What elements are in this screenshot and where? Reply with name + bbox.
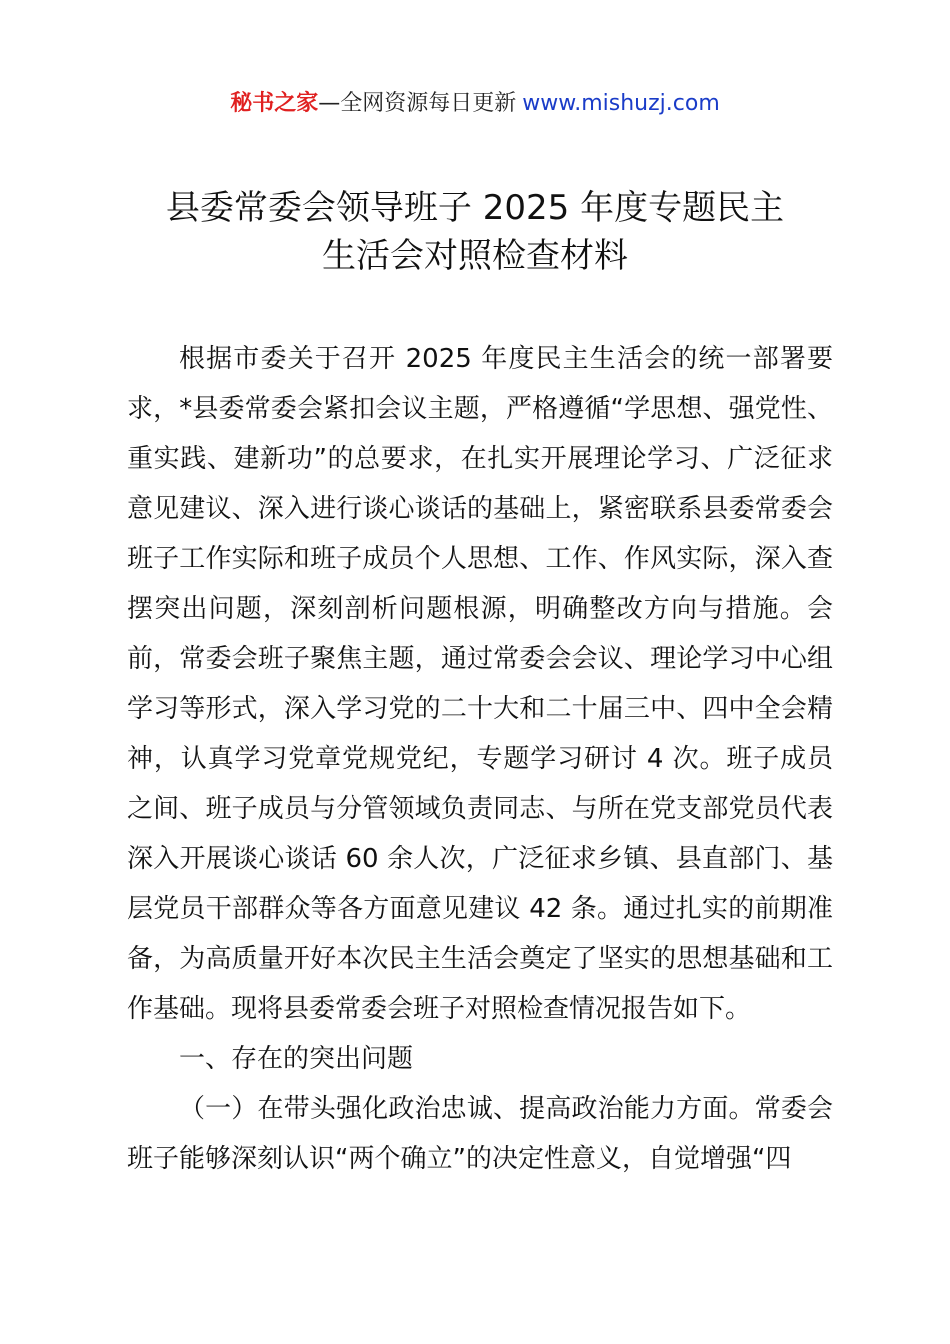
site-slogan: 全网资源每日更新: [340, 91, 517, 116]
site-header: [0, 88, 950, 120]
site-brand: 秘书之家: [230, 91, 319, 116]
document-body: [127, 334, 833, 1184]
header-separator: —: [318, 91, 341, 116]
document-title-line-1: 县委常委会领导班子 2025 年度专题民主: [165, 188, 785, 228]
site-url-link[interactable]: www.mishuzj.com: [522, 91, 720, 116]
document-title: [100, 184, 850, 280]
document-title-line-2: 生活会对照检查材料: [322, 236, 628, 276]
body-paragraph-subsection-1: （一）在带头强化政治忠诚、提高政治能力方面。常委会班子能够深刻认识“两个确立”的决定性意义，自觉增强“四: [127, 1094, 833, 1174]
body-paragraph-intro: 根据市委关于召开 2025 年度民主生活会的统一部署要求，*县委常委会紧扣会议主题，严格遵循“学思想、强党性、重实践、建新功”的总要求，在扎实开展理论学习、广泛征求意见建议、深入进行谈心谈话的基础上，紧密联系县委常委会班子工作实际和班子成员个人思想、工作、作风实际，深入查摆突出问题，深刻剖析问题根源，明确整改方向与措施。会前，常委会班子聚焦主题，通过常委会会议、理论学习中心组学习等形式，深入学习党的二十大和二十届三中、四中全会精神，认真学习党章党规党纪，专题学习研讨 4 次。班子成员之间、班子成员与分管领域负责同志、与所在党支部党员代表深入开展谈心谈话 60 余人次，广泛征求乡镇、县直部门、基层党员干部群众等各方面意见建议 42 条。通过扎实的前期准备，为高质量开好本次民主生活会奠定了坚实的思想基础和工作基础。现将县委常委会班子对照检查情况报告如下。: [127, 344, 833, 1024]
section-heading-problems: 一、存在的突出问题: [179, 1044, 414, 1074]
